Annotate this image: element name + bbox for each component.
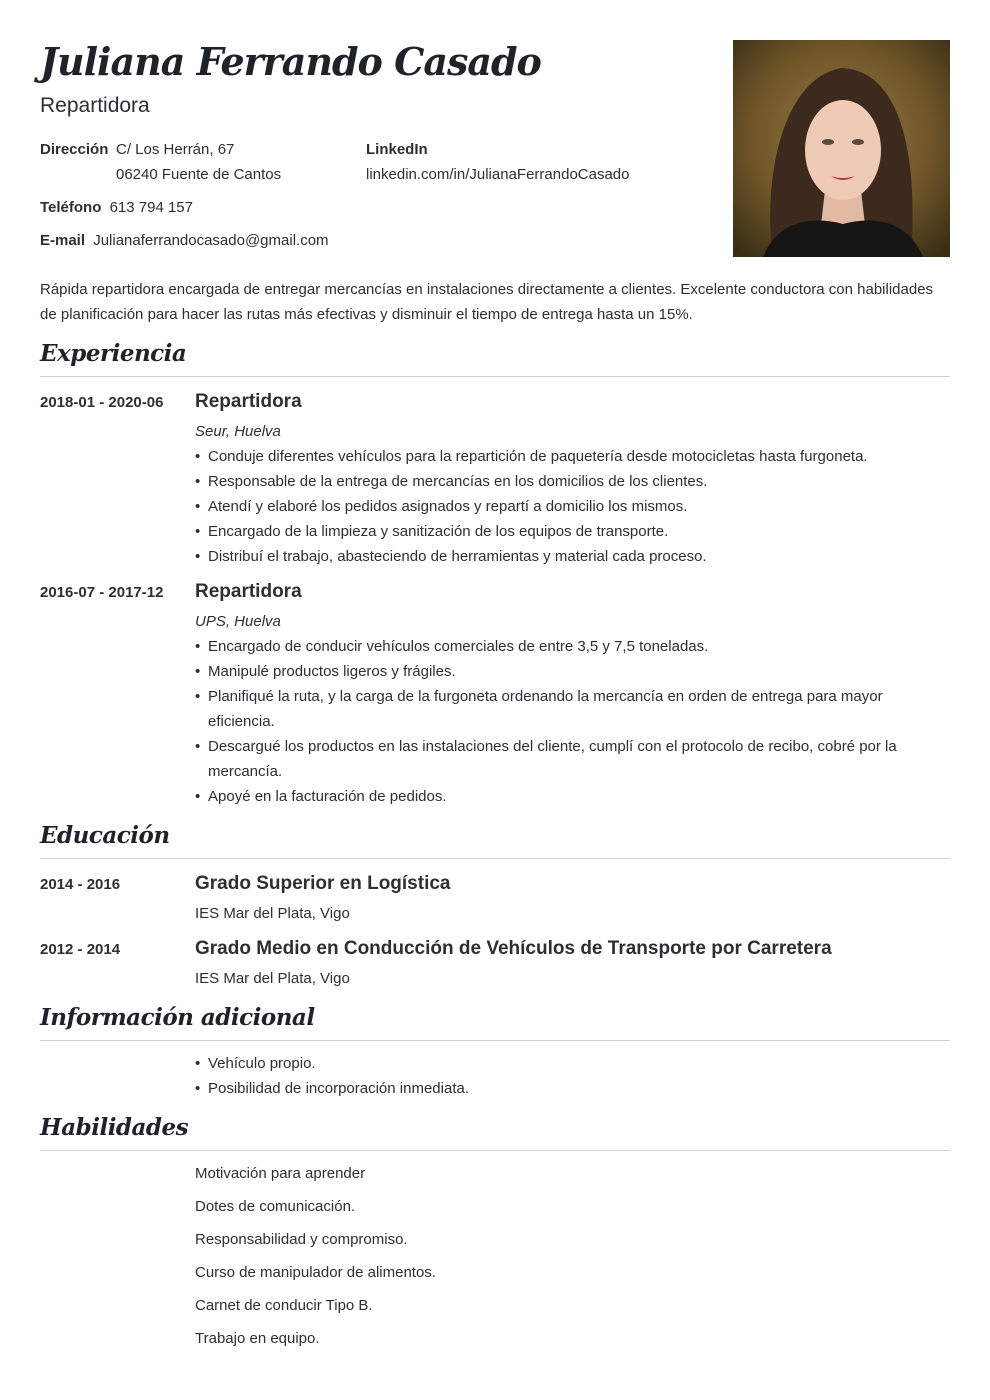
section-title-education: Educación	[40, 822, 170, 849]
additional-bullets	[195, 1051, 915, 1101]
education-school: IES Mar del Plata, Vigo	[195, 905, 350, 922]
list-item: • Encargado de conducir vehículos comerciales de entre 3,5 y 7,5 toneladas.	[195, 634, 915, 659]
list-item: • Responsable de la entrega de mercancías en los domicilios de los clientes.	[195, 469, 915, 494]
list-item: • Descargué los productos en las instalaciones del cliente, cumplí con el protocolo de recibo, cobré por la mercancía.	[195, 734, 915, 784]
linkedin-block	[366, 137, 629, 187]
profile-photo	[733, 40, 950, 257]
experience-dates: 2016-07 - 2017-12	[40, 584, 164, 601]
experience-title: Repartidora	[195, 581, 302, 602]
phone-block	[40, 195, 193, 220]
list-item: • Conduje diferentes vehículos para la repartición de paquetería desde motocicletas hasta furgoneta.	[195, 444, 915, 469]
list-item: • Manipulé productos ligeros y frágiles.	[195, 659, 915, 684]
education-school: IES Mar del Plata, Vigo	[195, 970, 350, 987]
skill-item: Dotes de comunicación.	[195, 1198, 356, 1215]
skill-item: Carnet de conducir Tipo B.	[195, 1297, 373, 1314]
address-label: Dirección	[40, 141, 109, 158]
section-title-experience: Experiencia	[40, 340, 187, 367]
linkedin-label: LinkedIn	[366, 141, 428, 158]
list-item: • Apoyé en la facturación de pedidos.	[195, 784, 915, 809]
list-item: • Distribuí el trabajo, abasteciendo de herramientas y material cada proceso.	[195, 544, 915, 569]
list-item: • Posibilidad de incorporación inmediata.	[195, 1076, 915, 1101]
email-block	[40, 228, 329, 253]
section-title-additional: Información adicional	[40, 1004, 315, 1031]
phone-label: Teléfono	[40, 199, 102, 216]
candidate-name: Juliana Ferrando Casado	[40, 39, 541, 84]
linkedin-value[interactable]: linkedin.com/in/JulianaFerrandoCasado	[366, 166, 630, 183]
job-title: Repartidora	[40, 94, 150, 117]
address-line1: C/ Los Herrán, 67	[116, 141, 235, 158]
list-item: • Encargado de la limpieza y sanitización de los equipos de transporte.	[195, 519, 915, 544]
address-value	[116, 137, 281, 187]
email-value[interactable]: Julianaferrandocasado@gmail.com	[93, 232, 329, 249]
experience-dates: 2018-01 - 2020-06	[40, 394, 164, 411]
list-item: • Atendí y elaboré los pedidos asignados y repartí a domicilio los mismos.	[195, 494, 915, 519]
section-divider	[40, 858, 950, 859]
list-item: • Planifiqué la ruta, y la carga de la furgoneta ordenando la mercancía en orden de entrega para mayor eficiencia.	[195, 684, 915, 734]
section-divider	[40, 1040, 950, 1041]
experience-company: Seur, Huelva	[195, 423, 281, 440]
experience-bullets	[195, 444, 915, 569]
education-dates: 2012 - 2014	[40, 941, 121, 958]
address-block	[40, 137, 108, 162]
list-item: • Vehículo propio.	[195, 1051, 915, 1076]
skill-item: Curso de manipulador de alimentos.	[195, 1264, 436, 1281]
professional-summary: Rápida repartidora encargada de entregar mercancías en instalaciones directamente a clientes. Excelente conductora con habilidades de planificación para hacer las rutas más efectivas y disminuir el tiempo de entrega hasta un 15%.	[40, 281, 934, 323]
skill-item: Trabajo en equipo.	[195, 1330, 320, 1347]
experience-bullets	[195, 634, 915, 809]
section-divider	[40, 376, 950, 377]
skill-item: Responsabilidad y compromiso.	[195, 1231, 408, 1248]
experience-title: Repartidora	[195, 391, 302, 412]
skill-item: Motivación para aprender	[195, 1165, 366, 1182]
phone-value: 613 794 157	[109, 199, 193, 216]
education-title: Grado Medio en Conducción de Vehículos de Transporte por Carretera	[195, 938, 832, 959]
education-title: Grado Superior en Logística	[195, 873, 451, 894]
education-dates: 2014 - 2016	[40, 876, 121, 893]
section-title-skills: Habilidades	[40, 1114, 189, 1141]
section-divider	[40, 1150, 950, 1151]
email-label: E-mail	[40, 232, 86, 249]
portrait-illustration	[733, 40, 950, 257]
address-line2: 06240 Fuente de Cantos	[116, 166, 282, 183]
experience-company: UPS, Huelva	[195, 613, 281, 630]
